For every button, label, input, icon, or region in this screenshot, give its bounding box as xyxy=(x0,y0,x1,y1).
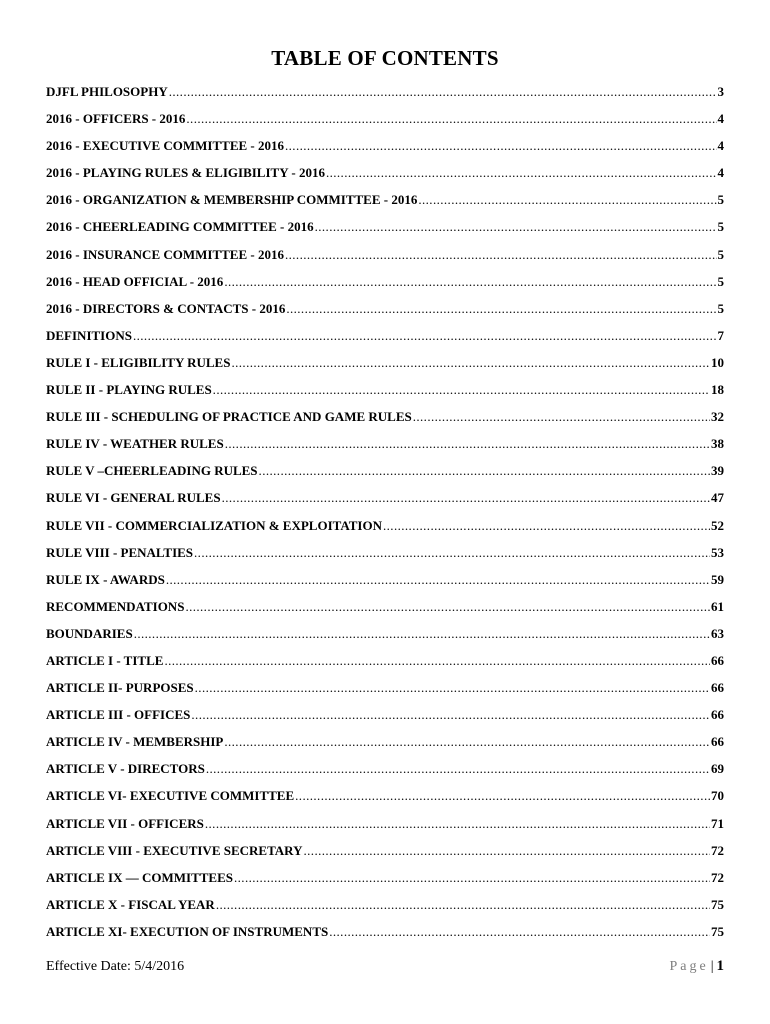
toc-entry-page: 75 xyxy=(711,923,724,939)
toc-entry[interactable] xyxy=(46,864,724,891)
toc-entry-label: RULE II - PLAYING RULES xyxy=(46,382,212,398)
toc-entry[interactable] xyxy=(46,674,724,701)
toc-entry-page: 10 xyxy=(711,354,724,370)
toc-entry[interactable] xyxy=(46,918,724,945)
toc-entry-page: 63 xyxy=(711,625,724,641)
toc-entry-label: ARTICLE IV - MEMBERSHIP xyxy=(46,734,224,750)
toc-entry-label: RECOMMENDATIONS xyxy=(46,598,185,614)
toc-entry-label: 2016 - OFFICERS - 2016 xyxy=(46,111,186,127)
toc-entry-label: ARTICLE VI- EXECUTIVE COMMITTEE xyxy=(46,788,295,804)
toc-entry-page: 4 xyxy=(717,138,724,154)
toc-entry-label: 2016 - DIRECTORS & CONTACTS - 2016 xyxy=(46,300,286,316)
toc-entry[interactable] xyxy=(46,566,724,593)
toc-entry-label: ARTICLE V - DIRECTORS xyxy=(46,761,205,777)
toc-entry[interactable] xyxy=(46,349,724,376)
toc-entry-page: 72 xyxy=(711,869,724,885)
dot-leader xyxy=(134,620,710,647)
dot-leader xyxy=(222,484,710,511)
toc-entry-page: 61 xyxy=(711,598,724,614)
dot-leader xyxy=(195,674,710,701)
dot-leader xyxy=(133,322,717,349)
toc-entry[interactable] xyxy=(46,430,724,457)
toc-entry-label: RULE VII - COMMERCIALIZATION & EXPLOITATION xyxy=(46,517,382,533)
dot-leader xyxy=(234,864,710,891)
toc-entry-page: 66 xyxy=(711,652,724,668)
toc-entry-page: 18 xyxy=(711,382,724,398)
dot-leader xyxy=(295,782,710,809)
dot-leader xyxy=(304,837,711,864)
dot-leader xyxy=(164,647,710,674)
toc-entry-label: DEFINITIONS xyxy=(46,327,132,343)
toc-entry[interactable] xyxy=(46,403,724,430)
toc-entry-label: RULE V –CHEERLEADING RULES xyxy=(46,463,258,479)
dot-leader xyxy=(225,430,710,457)
toc-entry-label: ARTICLE III - OFFICES xyxy=(46,707,191,723)
page-number: 1 xyxy=(716,958,724,974)
toc-entry[interactable] xyxy=(46,268,724,295)
dot-leader xyxy=(206,755,710,782)
toc-entry[interactable] xyxy=(46,213,724,240)
dot-leader xyxy=(413,403,710,430)
toc-entry-label: 2016 - EXECUTIVE COMMITTEE - 2016 xyxy=(46,138,284,154)
toc-entry[interactable] xyxy=(46,241,724,268)
toc-entry-page: 5 xyxy=(717,300,724,316)
dot-leader xyxy=(329,918,710,945)
toc-entry-label: 2016 - INSURANCE COMMITTEE - 2016 xyxy=(46,246,284,262)
toc-entry[interactable] xyxy=(46,810,724,837)
dot-leader xyxy=(213,376,710,403)
toc-entry-page: 5 xyxy=(717,273,724,289)
toc-entry[interactable] xyxy=(46,132,724,159)
dot-leader xyxy=(169,78,717,105)
page-title: TABLE OF CONTENTS xyxy=(271,46,499,70)
dot-leader xyxy=(186,105,716,132)
toc-entry-label: 2016 - ORGANIZATION & MEMBERSHIP COMMITTEE - 2016 xyxy=(46,192,418,208)
toc-entry-label: RULE I - ELIGIBILITY RULES xyxy=(46,354,231,370)
toc-entry[interactable] xyxy=(46,593,724,620)
toc-entry-page: 5 xyxy=(717,219,724,235)
toc-entry[interactable] xyxy=(46,376,724,403)
dot-leader xyxy=(166,566,710,593)
toc-entry-label: ARTICLE XI- EXECUTION OF INSTRUMENTS xyxy=(46,923,329,939)
dot-leader xyxy=(315,213,717,240)
dot-leader xyxy=(285,132,717,159)
dot-leader xyxy=(191,701,710,728)
toc-entry-page: 66 xyxy=(711,734,724,750)
dot-leader xyxy=(231,349,710,376)
toc-entry-label: RULE VIII - PENALTIES xyxy=(46,544,194,560)
toc-entry-label: ARTICLE II- PURPOSES xyxy=(46,680,194,696)
toc-entry-label: RULE III - SCHEDULING OF PRACTICE AND GAME RULES xyxy=(46,409,412,425)
table-of-contents xyxy=(46,78,724,945)
toc-entry-page: 69 xyxy=(711,761,724,777)
toc-entry-page: 59 xyxy=(711,571,724,587)
toc-entry-page: 53 xyxy=(711,544,724,560)
toc-entry-page: 66 xyxy=(711,707,724,723)
toc-entry-label: 2016 - PLAYING RULES & ELIGIBILITY - 2016 xyxy=(46,165,325,181)
page-indicator xyxy=(669,958,724,975)
toc-entry-label: 2016 - CHEERLEADING COMMITTEE - 2016 xyxy=(46,219,314,235)
toc-entry-page: 75 xyxy=(711,896,724,912)
toc-entry-page: 4 xyxy=(717,111,724,127)
toc-entry[interactable] xyxy=(46,755,724,782)
toc-entry-label: RULE VI - GENERAL RULES xyxy=(46,490,221,506)
dot-leader xyxy=(224,268,716,295)
toc-entry[interactable] xyxy=(46,159,724,186)
toc-entry-label: ARTICLE X - FISCAL YEAR xyxy=(46,896,215,912)
toc-entry-page: 71 xyxy=(711,815,724,831)
toc-entry[interactable] xyxy=(46,837,724,864)
toc-entry-page: 3 xyxy=(717,84,724,99)
dot-leader xyxy=(418,186,716,213)
dot-leader xyxy=(205,810,710,837)
dot-leader xyxy=(216,891,710,918)
toc-entry[interactable] xyxy=(46,891,724,918)
toc-entry-page: 5 xyxy=(717,192,724,208)
toc-entry-label: 2016 - HEAD OFFICIAL - 2016 xyxy=(46,273,224,289)
toc-entry[interactable] xyxy=(46,782,724,809)
toc-entry-label: ARTICLE VII - OFFICERS xyxy=(46,815,204,831)
toc-entry[interactable] xyxy=(46,457,724,484)
toc-entry-page: 72 xyxy=(711,842,724,858)
page-word: Page xyxy=(669,959,709,974)
toc-entry-label: RULE IV - WEATHER RULES xyxy=(46,436,224,452)
toc-entry[interactable] xyxy=(46,78,724,105)
toc-entry-page: 39 xyxy=(711,463,724,479)
dot-leader xyxy=(185,593,710,620)
dot-leader xyxy=(326,159,717,186)
page-footer xyxy=(46,958,724,975)
dot-leader xyxy=(285,241,717,268)
toc-entry[interactable] xyxy=(46,105,724,132)
toc-entry-label: RULE IX - AWARDS xyxy=(46,571,165,587)
toc-entry-page: 38 xyxy=(711,436,724,452)
dot-leader xyxy=(224,728,710,755)
dot-leader xyxy=(259,457,710,484)
dot-leader xyxy=(383,512,710,539)
toc-entry[interactable] xyxy=(46,701,724,728)
toc-entry-label: ARTICLE I - TITLE xyxy=(46,652,164,668)
dot-leader xyxy=(286,295,716,322)
toc-entry-label: ARTICLE IX — COMMITTEES xyxy=(46,869,233,885)
toc-entry[interactable] xyxy=(46,620,724,647)
page-separator: | xyxy=(710,959,714,974)
dot-leader xyxy=(194,539,710,566)
toc-entry[interactable] xyxy=(46,539,724,566)
toc-entry-label: DJFL PHILOSOPHY xyxy=(46,84,168,99)
toc-entry-label: BOUNDARIES xyxy=(46,625,133,641)
toc-entry-page: 52 xyxy=(711,517,724,533)
toc-entry[interactable] xyxy=(46,295,724,322)
toc-entry[interactable] xyxy=(46,512,724,539)
toc-entry-page: 66 xyxy=(711,680,724,696)
toc-entry-page: 4 xyxy=(717,165,724,181)
toc-entry-page: 5 xyxy=(717,246,724,262)
toc-entry-page: 47 xyxy=(711,490,724,506)
toc-entry[interactable] xyxy=(46,186,724,213)
toc-entry[interactable] xyxy=(46,484,724,511)
toc-entry-page: 32 xyxy=(711,409,724,425)
toc-entry-page: 7 xyxy=(717,327,724,343)
toc-entry[interactable] xyxy=(46,728,724,755)
toc-entry-page: 70 xyxy=(711,788,724,804)
toc-entry[interactable] xyxy=(46,647,724,674)
toc-entry[interactable] xyxy=(46,322,724,349)
effective-date: Effective Date: 5/4/2016 xyxy=(46,959,185,974)
toc-entry-label: ARTICLE VIII - EXECUTIVE SECRETARY xyxy=(46,842,303,858)
